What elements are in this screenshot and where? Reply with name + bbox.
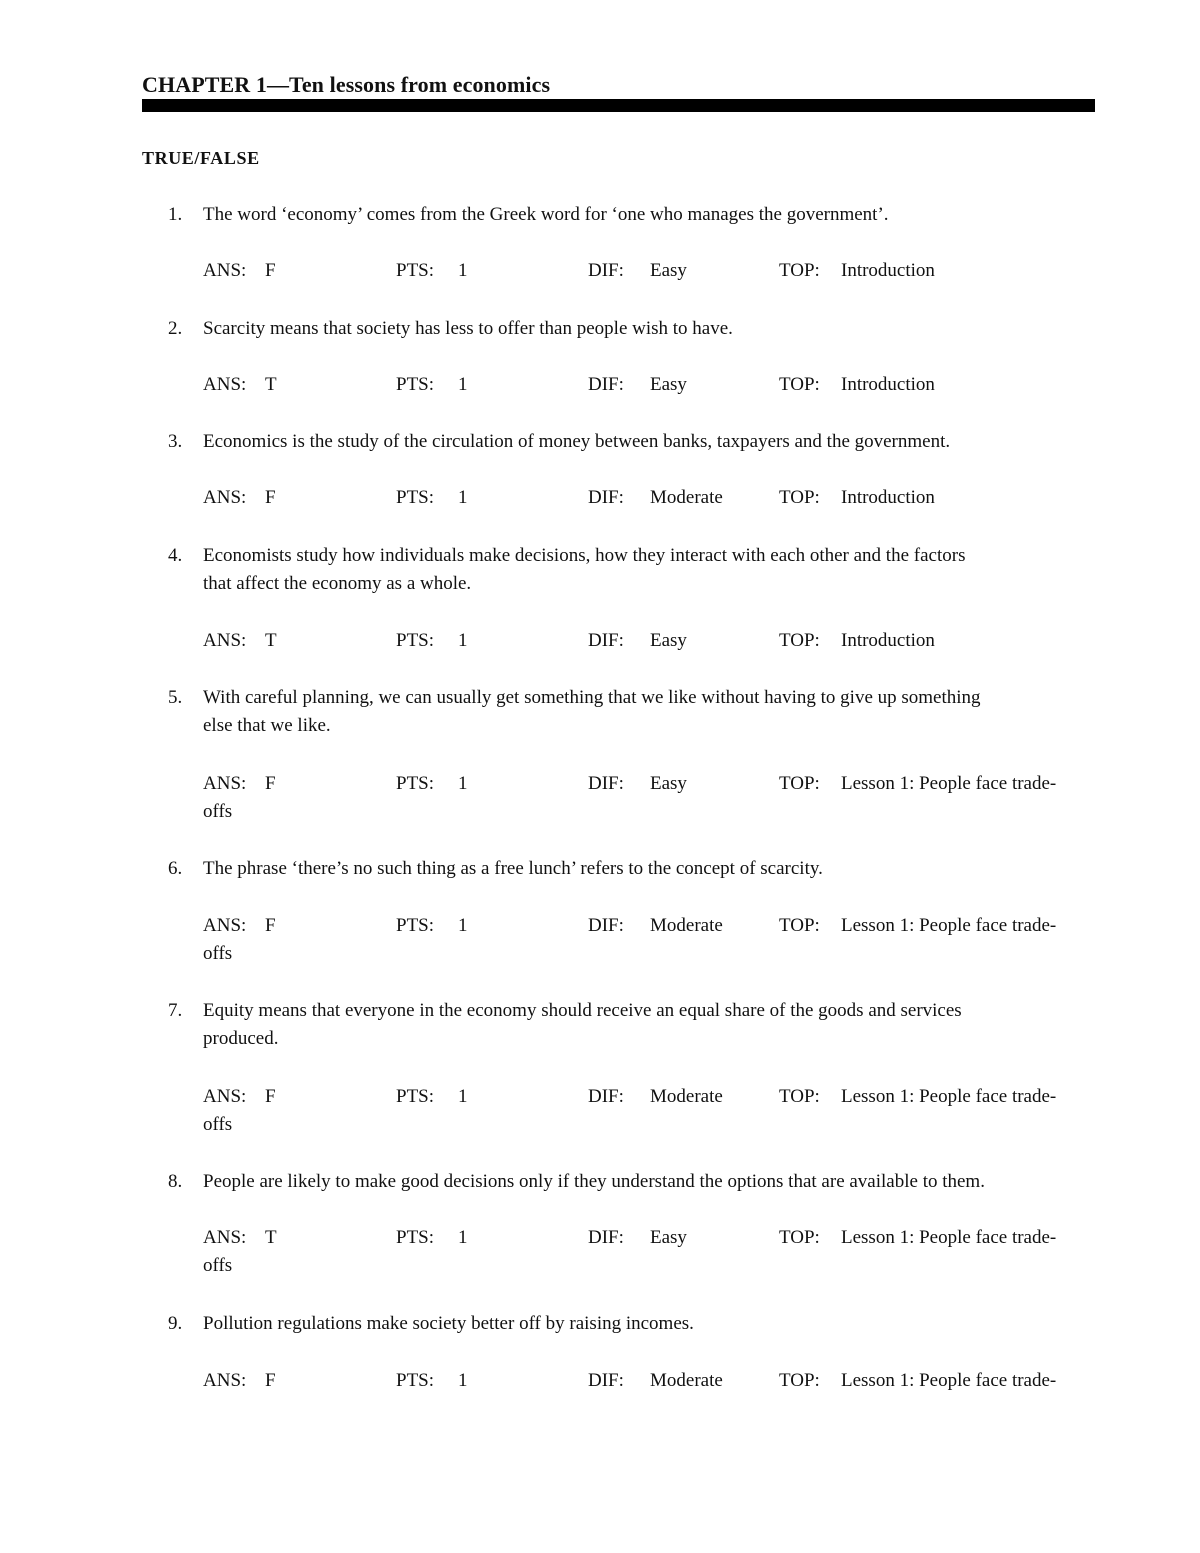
topic-value: Lesson 1: People face trade- <box>841 773 1057 794</box>
answer-row <box>203 371 1103 399</box>
question-text: Equity means that everyone in the economy should receive an equal share of the goods and services <box>203 1000 962 1021</box>
points-label: PTS: <box>396 260 435 281</box>
question-text: The word ‘economy’ comes from the Greek word for ‘one who manages the government’. <box>203 204 889 225</box>
points-value: 1 <box>458 260 468 281</box>
points-value: 1 <box>458 487 468 508</box>
topic-value: Introduction <box>841 630 935 651</box>
topic-value-continued: offs <box>203 1255 233 1276</box>
difficulty-label: DIF: <box>588 374 624 395</box>
question-text: Economics is the study of the circulation of money between banks, taxpayers and the government. <box>203 431 951 452</box>
answer-value: F <box>265 1086 276 1107</box>
points-label: PTS: <box>396 1227 435 1248</box>
topic-label: TOP: <box>779 915 820 936</box>
difficulty-value: Easy <box>650 630 687 651</box>
question-number: 9. <box>168 1313 183 1334</box>
topic-value: Lesson 1: People face trade- <box>841 1370 1057 1391</box>
topic-value: Introduction <box>841 487 935 508</box>
ans-label: ANS: <box>203 915 247 936</box>
answer-value: T <box>265 1227 277 1248</box>
difficulty-label: DIF: <box>588 630 624 651</box>
topic-value: Introduction <box>841 374 935 395</box>
difficulty-value: Moderate <box>650 1086 723 1107</box>
points-label: PTS: <box>396 374 435 395</box>
question-number: 3. <box>168 431 183 452</box>
answer-row <box>203 484 1103 512</box>
points-label: PTS: <box>396 1370 435 1391</box>
difficulty-value: Moderate <box>650 915 723 936</box>
ans-label: ANS: <box>203 374 247 395</box>
question-text: produced. <box>203 1028 279 1049</box>
question-number: 2. <box>168 318 183 339</box>
answer-value: T <box>265 374 277 395</box>
difficulty-value: Easy <box>650 1227 687 1248</box>
topic-label: TOP: <box>779 630 820 651</box>
difficulty-value: Easy <box>650 773 687 794</box>
answer-row <box>203 1367 1103 1395</box>
title-rule <box>142 99 1095 112</box>
difficulty-label: DIF: <box>588 773 624 794</box>
answer-value: F <box>265 1370 276 1391</box>
difficulty-label: DIF: <box>588 260 624 281</box>
points-label: PTS: <box>396 487 435 508</box>
difficulty-label: DIF: <box>588 1227 624 1248</box>
points-value: 1 <box>458 915 468 936</box>
topic-value: Introduction <box>841 260 935 281</box>
topic-label: TOP: <box>779 1370 820 1391</box>
points-value: 1 <box>458 1086 468 1107</box>
points-label: PTS: <box>396 915 435 936</box>
ans-label: ANS: <box>203 1227 247 1248</box>
answer-row <box>203 1224 1103 1252</box>
question-text: People are likely to make good decisions only if they understand the options that are available to them. <box>203 1171 985 1192</box>
question-text: else that we like. <box>203 715 331 736</box>
topic-value-continued: offs <box>203 943 233 964</box>
answer-value: F <box>265 487 276 508</box>
question-number: 1. <box>168 204 183 225</box>
question-text: that affect the economy as a whole. <box>203 573 472 594</box>
answer-value: F <box>265 260 276 281</box>
question-text: Scarcity means that society has less to offer than people wish to have. <box>203 318 733 339</box>
question-text: Economists study how individuals make decisions, how they interact with each other and the factors <box>203 545 966 566</box>
topic-value-continued: offs <box>203 801 233 822</box>
answer-row <box>203 627 1103 655</box>
topic-value: Lesson 1: People face trade- <box>841 1227 1057 1248</box>
topic-value: Lesson 1: People face trade- <box>841 915 1057 936</box>
difficulty-label: DIF: <box>588 1370 624 1391</box>
question-number: 8. <box>168 1171 183 1192</box>
chapter-title: CHAPTER 1—Ten lessons from economics <box>142 72 551 97</box>
points-value: 1 <box>458 773 468 794</box>
topic-label: TOP: <box>779 374 820 395</box>
points-value: 1 <box>458 374 468 395</box>
points-label: PTS: <box>396 630 435 651</box>
ans-label: ANS: <box>203 260 247 281</box>
section-heading: TRUE/FALSE <box>142 148 260 168</box>
answer-row <box>203 912 1103 940</box>
points-label: PTS: <box>396 1086 435 1107</box>
answer-row <box>203 770 1103 798</box>
difficulty-label: DIF: <box>588 1086 624 1107</box>
topic-label: TOP: <box>779 1227 820 1248</box>
ans-label: ANS: <box>203 773 247 794</box>
ans-label: ANS: <box>203 1086 247 1107</box>
answer-row <box>203 257 1103 285</box>
answer-value: T <box>265 630 277 651</box>
difficulty-value: Moderate <box>650 487 723 508</box>
question-text: The phrase ‘there’s no such thing as a free lunch’ refers to the concept of scarcity. <box>203 858 823 879</box>
difficulty-label: DIF: <box>588 915 624 936</box>
topic-label: TOP: <box>779 487 820 508</box>
difficulty-value: Moderate <box>650 1370 723 1391</box>
points-value: 1 <box>458 1370 468 1391</box>
ans-label: ANS: <box>203 487 247 508</box>
ans-label: ANS: <box>203 1370 247 1391</box>
points-value: 1 <box>458 1227 468 1248</box>
points-value: 1 <box>458 630 468 651</box>
question-number: 5. <box>168 687 183 708</box>
answer-value: F <box>265 915 276 936</box>
topic-value-continued: offs <box>203 1114 233 1135</box>
topic-label: TOP: <box>779 1086 820 1107</box>
difficulty-value: Easy <box>650 260 687 281</box>
topic-label: TOP: <box>779 773 820 794</box>
topic-value: Lesson 1: People face trade- <box>841 1086 1057 1107</box>
topic-label: TOP: <box>779 260 820 281</box>
difficulty-label: DIF: <box>588 487 624 508</box>
answer-row <box>203 1083 1103 1111</box>
question-number: 7. <box>168 1000 183 1021</box>
question-text: With careful planning, we can usually get something that we like without having to give up something <box>203 687 981 708</box>
question-text: Pollution regulations make society better off by raising incomes. <box>203 1313 694 1334</box>
difficulty-value: Easy <box>650 374 687 395</box>
points-label: PTS: <box>396 773 435 794</box>
ans-label: ANS: <box>203 630 247 651</box>
answer-value: F <box>265 773 276 794</box>
question-number: 4. <box>168 545 183 566</box>
question-number: 6. <box>168 858 183 879</box>
